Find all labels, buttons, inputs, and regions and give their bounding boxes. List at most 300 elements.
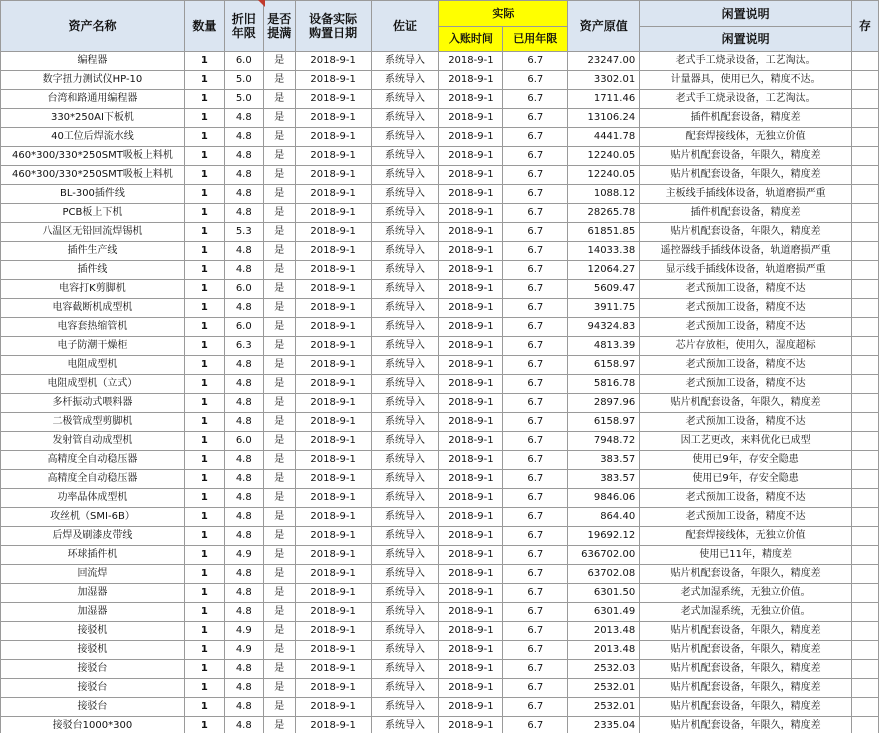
- cell-used-years[interactable]: 6.7: [503, 318, 568, 337]
- cell-extra[interactable]: [851, 546, 878, 565]
- cell-proof[interactable]: 系统导入: [371, 717, 439, 733]
- cell-proof[interactable]: 系统导入: [371, 109, 439, 128]
- cell-proof[interactable]: 系统导入: [371, 299, 439, 318]
- cell-depreciation-years[interactable]: 4.8: [224, 394, 263, 413]
- cell-proof[interactable]: 系统导入: [371, 565, 439, 584]
- cell-purchase-date[interactable]: 2018-9-1: [295, 318, 371, 337]
- cell-asset-name[interactable]: 接驳台: [1, 679, 185, 698]
- cell-proof[interactable]: 系统导入: [371, 280, 439, 299]
- cell-asset-name[interactable]: 发射管自动成型机: [1, 432, 185, 451]
- cell-original-value[interactable]: 14033.38: [568, 242, 640, 261]
- cell-purchase-date[interactable]: 2018-9-1: [295, 128, 371, 147]
- cell-original-value[interactable]: 12240.05: [568, 166, 640, 185]
- cell-proof[interactable]: 系统导入: [371, 223, 439, 242]
- cell-idle-note[interactable]: 老式手工烧录设备，工艺淘汰。: [640, 90, 852, 109]
- cell-original-value[interactable]: 23247.00: [568, 52, 640, 71]
- cell-depreciation-years[interactable]: 4.9: [224, 622, 263, 641]
- cell-entry-time[interactable]: 2018-9-1: [439, 489, 503, 508]
- cell-entry-time[interactable]: 2018-9-1: [439, 147, 503, 166]
- cell-asset-name[interactable]: 插件线: [1, 261, 185, 280]
- cell-entry-time[interactable]: 2018-9-1: [439, 261, 503, 280]
- cell-original-value[interactable]: 636702.00: [568, 546, 640, 565]
- cell-fully-depreciated[interactable]: 是: [263, 280, 295, 299]
- cell-original-value[interactable]: 2013.48: [568, 641, 640, 660]
- cell-used-years[interactable]: 6.7: [503, 489, 568, 508]
- cell-purchase-date[interactable]: 2018-9-1: [295, 660, 371, 679]
- cell-idle-note[interactable]: 贴片机配套设备，年限久，精度差: [640, 660, 852, 679]
- cell-idle-note[interactable]: 老式预加工设备，精度不达: [640, 318, 852, 337]
- cell-fully-depreciated[interactable]: 是: [263, 299, 295, 318]
- cell-proof[interactable]: 系统导入: [371, 546, 439, 565]
- cell-fully-depreciated[interactable]: 是: [263, 660, 295, 679]
- cell-quantity[interactable]: 1: [184, 546, 224, 565]
- cell-original-value[interactable]: 61851.85: [568, 223, 640, 242]
- cell-quantity[interactable]: 1: [184, 166, 224, 185]
- cell-fully-depreciated[interactable]: 是: [263, 356, 295, 375]
- cell-asset-name[interactable]: 加湿器: [1, 584, 185, 603]
- cell-extra[interactable]: [851, 223, 878, 242]
- cell-used-years[interactable]: 6.7: [503, 356, 568, 375]
- cell-original-value[interactable]: 2532.01: [568, 698, 640, 717]
- header-idle-note-top[interactable]: 闲置说明: [640, 1, 852, 27]
- cell-entry-time[interactable]: 2018-9-1: [439, 242, 503, 261]
- cell-asset-name[interactable]: 后焊及刷漆皮带线: [1, 527, 185, 546]
- cell-proof[interactable]: 系统导入: [371, 603, 439, 622]
- cell-used-years[interactable]: 6.7: [503, 546, 568, 565]
- cell-proof[interactable]: 系统导入: [371, 375, 439, 394]
- cell-quantity[interactable]: 1: [184, 318, 224, 337]
- cell-idle-note[interactable]: 老式预加工设备，精度不达: [640, 375, 852, 394]
- cell-depreciation-years[interactable]: 4.8: [224, 698, 263, 717]
- cell-asset-name[interactable]: 电子防潮干燥柜: [1, 337, 185, 356]
- cell-depreciation-years[interactable]: 6.0: [224, 52, 263, 71]
- cell-fully-depreciated[interactable]: 是: [263, 166, 295, 185]
- header-fully-depreciated[interactable]: [263, 1, 295, 52]
- cell-idle-note[interactable]: 配套焊接线体，无独立价值: [640, 527, 852, 546]
- cell-purchase-date[interactable]: 2018-9-1: [295, 280, 371, 299]
- cell-entry-time[interactable]: 2018-9-1: [439, 109, 503, 128]
- cell-fully-depreciated[interactable]: 是: [263, 451, 295, 470]
- cell-fully-depreciated[interactable]: 是: [263, 413, 295, 432]
- cell-entry-time[interactable]: 2018-9-1: [439, 166, 503, 185]
- cell-proof[interactable]: 系统导入: [371, 508, 439, 527]
- cell-used-years[interactable]: 6.7: [503, 147, 568, 166]
- cell-quantity[interactable]: 1: [184, 451, 224, 470]
- cell-extra[interactable]: [851, 603, 878, 622]
- cell-quantity[interactable]: 1: [184, 508, 224, 527]
- cell-depreciation-years[interactable]: 6.0: [224, 318, 263, 337]
- cell-proof[interactable]: 系统导入: [371, 318, 439, 337]
- cell-original-value[interactable]: 7948.72: [568, 432, 640, 451]
- cell-original-value[interactable]: 383.57: [568, 470, 640, 489]
- header-depreciation-years[interactable]: [224, 1, 263, 52]
- cell-original-value[interactable]: 5816.78: [568, 375, 640, 394]
- cell-fully-depreciated[interactable]: 是: [263, 698, 295, 717]
- cell-quantity[interactable]: 1: [184, 527, 224, 546]
- cell-quantity[interactable]: 1: [184, 432, 224, 451]
- cell-idle-note[interactable]: 贴片机配套设备，年限久，精度差: [640, 717, 852, 733]
- cell-purchase-date[interactable]: 2018-9-1: [295, 261, 371, 280]
- cell-depreciation-years[interactable]: 4.8: [224, 109, 263, 128]
- cell-purchase-date[interactable]: 2018-9-1: [295, 71, 371, 90]
- cell-entry-time[interactable]: 2018-9-1: [439, 394, 503, 413]
- cell-entry-time[interactable]: 2018-9-1: [439, 451, 503, 470]
- cell-used-years[interactable]: 6.7: [503, 128, 568, 147]
- cell-fully-depreciated[interactable]: 是: [263, 584, 295, 603]
- cell-idle-note[interactable]: 老式加湿系统，无独立价值。: [640, 584, 852, 603]
- cell-asset-name[interactable]: 接驳台: [1, 698, 185, 717]
- cell-asset-name[interactable]: 电阻成型机（立式）: [1, 375, 185, 394]
- cell-asset-name[interactable]: 接驳台1000*300: [1, 717, 185, 733]
- cell-asset-name[interactable]: 460*300/330*250SMT吸板上料机: [1, 166, 185, 185]
- cell-asset-name[interactable]: 电容套热缩管机: [1, 318, 185, 337]
- cell-quantity[interactable]: 1: [184, 109, 224, 128]
- cell-idle-note[interactable]: 贴片机配套设备，年限久，精度差: [640, 166, 852, 185]
- cell-fully-depreciated[interactable]: 是: [263, 337, 295, 356]
- cell-asset-name[interactable]: 插件生产线: [1, 242, 185, 261]
- cell-purchase-date[interactable]: 2018-9-1: [295, 375, 371, 394]
- cell-purchase-date[interactable]: 2018-9-1: [295, 698, 371, 717]
- cell-used-years[interactable]: 6.7: [503, 90, 568, 109]
- cell-proof[interactable]: 系统导入: [371, 698, 439, 717]
- cell-used-years[interactable]: 6.7: [503, 52, 568, 71]
- cell-original-value[interactable]: 864.40: [568, 508, 640, 527]
- cell-extra[interactable]: [851, 204, 878, 223]
- cell-used-years[interactable]: 6.7: [503, 242, 568, 261]
- cell-used-years[interactable]: 6.7: [503, 204, 568, 223]
- cell-purchase-date[interactable]: 2018-9-1: [295, 603, 371, 622]
- cell-depreciation-years[interactable]: 6.0: [224, 432, 263, 451]
- cell-extra[interactable]: [851, 470, 878, 489]
- cell-extra[interactable]: [851, 90, 878, 109]
- cell-quantity[interactable]: 1: [184, 128, 224, 147]
- cell-depreciation-years[interactable]: 4.9: [224, 641, 263, 660]
- cell-quantity[interactable]: 1: [184, 717, 224, 733]
- cell-fully-depreciated[interactable]: 是: [263, 375, 295, 394]
- cell-used-years[interactable]: 6.7: [503, 698, 568, 717]
- cell-original-value[interactable]: 1088.12: [568, 185, 640, 204]
- cell-idle-note[interactable]: 配套焊接线体，无独立价值: [640, 128, 852, 147]
- cell-extra[interactable]: [851, 318, 878, 337]
- cell-original-value[interactable]: 28265.78: [568, 204, 640, 223]
- cell-purchase-date[interactable]: 2018-9-1: [295, 204, 371, 223]
- cell-fully-depreciated[interactable]: 是: [263, 508, 295, 527]
- cell-proof[interactable]: 系统导入: [371, 641, 439, 660]
- cell-entry-time[interactable]: 2018-9-1: [439, 527, 503, 546]
- cell-proof[interactable]: 系统导入: [371, 660, 439, 679]
- header-purchase-date[interactable]: [295, 1, 371, 52]
- header-proof[interactable]: 佐证: [371, 1, 439, 52]
- cell-entry-time[interactable]: 2018-9-1: [439, 223, 503, 242]
- cell-idle-note[interactable]: 贴片机配套设备，年限久，精度差: [640, 679, 852, 698]
- cell-quantity[interactable]: 1: [184, 394, 224, 413]
- cell-original-value[interactable]: 2532.01: [568, 679, 640, 698]
- cell-depreciation-years[interactable]: 4.8: [224, 375, 263, 394]
- cell-purchase-date[interactable]: 2018-9-1: [295, 223, 371, 242]
- cell-quantity[interactable]: 1: [184, 679, 224, 698]
- cell-used-years[interactable]: 6.7: [503, 717, 568, 733]
- cell-original-value[interactable]: 383.57: [568, 451, 640, 470]
- cell-original-value[interactable]: 3911.75: [568, 299, 640, 318]
- cell-idle-note[interactable]: 使用已9年，存安全隐患: [640, 451, 852, 470]
- cell-proof[interactable]: 系统导入: [371, 394, 439, 413]
- cell-quantity[interactable]: 1: [184, 413, 224, 432]
- header-extra[interactable]: 存: [851, 1, 878, 52]
- cell-asset-name[interactable]: 二极管成型剪脚机: [1, 413, 185, 432]
- cell-entry-time[interactable]: 2018-9-1: [439, 52, 503, 71]
- cell-original-value[interactable]: 4813.39: [568, 337, 640, 356]
- cell-used-years[interactable]: 6.7: [503, 375, 568, 394]
- cell-used-years[interactable]: 6.7: [503, 679, 568, 698]
- cell-proof[interactable]: 系统导入: [371, 71, 439, 90]
- cell-original-value[interactable]: 6301.50: [568, 584, 640, 603]
- cell-extra[interactable]: [851, 299, 878, 318]
- cell-quantity[interactable]: 1: [184, 337, 224, 356]
- cell-quantity[interactable]: 1: [184, 90, 224, 109]
- cell-purchase-date[interactable]: 2018-9-1: [295, 432, 371, 451]
- cell-fully-depreciated[interactable]: 是: [263, 679, 295, 698]
- cell-purchase-date[interactable]: 2018-9-1: [295, 565, 371, 584]
- cell-fully-depreciated[interactable]: 是: [263, 565, 295, 584]
- cell-extra[interactable]: [851, 413, 878, 432]
- cell-asset-name[interactable]: 攻丝机（SMI-6B）: [1, 508, 185, 527]
- cell-proof[interactable]: 系统导入: [371, 356, 439, 375]
- header-used-years[interactable]: 已用年限: [503, 27, 568, 52]
- cell-proof[interactable]: 系统导入: [371, 90, 439, 109]
- cell-entry-time[interactable]: 2018-9-1: [439, 622, 503, 641]
- cell-idle-note[interactable]: 老式预加工设备，精度不达: [640, 280, 852, 299]
- cell-extra[interactable]: [851, 527, 878, 546]
- cell-extra[interactable]: [851, 71, 878, 90]
- cell-idle-note[interactable]: 贴片机配套设备，年限久，精度差: [640, 641, 852, 660]
- cell-asset-name[interactable]: 接驳机: [1, 641, 185, 660]
- cell-original-value[interactable]: 12064.27: [568, 261, 640, 280]
- cell-extra[interactable]: [851, 337, 878, 356]
- cell-idle-note[interactable]: 插件机配套设备，精度差: [640, 204, 852, 223]
- cell-entry-time[interactable]: 2018-9-1: [439, 717, 503, 733]
- cell-used-years[interactable]: 6.7: [503, 109, 568, 128]
- cell-proof[interactable]: 系统导入: [371, 185, 439, 204]
- cell-original-value[interactable]: 2897.96: [568, 394, 640, 413]
- cell-asset-name[interactable]: BL-300插件线: [1, 185, 185, 204]
- cell-purchase-date[interactable]: 2018-9-1: [295, 337, 371, 356]
- cell-purchase-date[interactable]: 2018-9-1: [295, 109, 371, 128]
- cell-original-value[interactable]: 2013.48: [568, 622, 640, 641]
- cell-fully-depreciated[interactable]: 是: [263, 622, 295, 641]
- cell-original-value[interactable]: 2532.03: [568, 660, 640, 679]
- cell-proof[interactable]: 系统导入: [371, 584, 439, 603]
- cell-extra[interactable]: [851, 185, 878, 204]
- cell-proof[interactable]: 系统导入: [371, 242, 439, 261]
- cell-proof[interactable]: 系统导入: [371, 52, 439, 71]
- cell-extra[interactable]: [851, 147, 878, 166]
- cell-idle-note[interactable]: 贴片机配套设备，年限久，精度差: [640, 147, 852, 166]
- cell-quantity[interactable]: 1: [184, 147, 224, 166]
- cell-used-years[interactable]: 6.7: [503, 166, 568, 185]
- cell-extra[interactable]: [851, 128, 878, 147]
- cell-original-value[interactable]: 2335.04: [568, 717, 640, 733]
- cell-idle-note[interactable]: 芯片存放柜，使用久，湿度超标: [640, 337, 852, 356]
- cell-asset-name[interactable]: PCB板上下机: [1, 204, 185, 223]
- cell-asset-name[interactable]: 八温区无铅回流焊锡机: [1, 223, 185, 242]
- cell-original-value[interactable]: 13106.24: [568, 109, 640, 128]
- cell-used-years[interactable]: 6.7: [503, 451, 568, 470]
- cell-purchase-date[interactable]: 2018-9-1: [295, 717, 371, 733]
- cell-original-value[interactable]: 3302.01: [568, 71, 640, 90]
- header-idle-note[interactable]: 闲置说明: [640, 27, 852, 52]
- cell-fully-depreciated[interactable]: 是: [263, 394, 295, 413]
- cell-extra[interactable]: [851, 356, 878, 375]
- header-quantity[interactable]: 数量: [184, 1, 224, 52]
- cell-purchase-date[interactable]: 2018-9-1: [295, 90, 371, 109]
- cell-quantity[interactable]: 1: [184, 641, 224, 660]
- cell-purchase-date[interactable]: 2018-9-1: [295, 470, 371, 489]
- cell-asset-name[interactable]: 接驳台: [1, 660, 185, 679]
- cell-purchase-date[interactable]: 2018-9-1: [295, 508, 371, 527]
- cell-quantity[interactable]: 1: [184, 375, 224, 394]
- cell-entry-time[interactable]: 2018-9-1: [439, 375, 503, 394]
- cell-depreciation-years[interactable]: 5.0: [224, 90, 263, 109]
- cell-fully-depreciated[interactable]: 是: [263, 52, 295, 71]
- cell-used-years[interactable]: 6.7: [503, 470, 568, 489]
- cell-original-value[interactable]: 6158.97: [568, 356, 640, 375]
- cell-used-years[interactable]: 6.7: [503, 508, 568, 527]
- cell-asset-name[interactable]: 高精度全自动稳压器: [1, 451, 185, 470]
- cell-used-years[interactable]: 6.7: [503, 299, 568, 318]
- cell-idle-note[interactable]: 使用已11年，精度差: [640, 546, 852, 565]
- cell-fully-depreciated[interactable]: 是: [263, 261, 295, 280]
- cell-used-years[interactable]: 6.7: [503, 622, 568, 641]
- cell-proof[interactable]: 系统导入: [371, 527, 439, 546]
- cell-fully-depreciated[interactable]: 是: [263, 489, 295, 508]
- cell-original-value[interactable]: 1711.46: [568, 90, 640, 109]
- cell-fully-depreciated[interactable]: 是: [263, 185, 295, 204]
- cell-depreciation-years[interactable]: 4.8: [224, 413, 263, 432]
- cell-quantity[interactable]: 1: [184, 622, 224, 641]
- cell-proof[interactable]: 系统导入: [371, 413, 439, 432]
- cell-extra[interactable]: [851, 394, 878, 413]
- cell-depreciation-years[interactable]: 4.8: [224, 204, 263, 223]
- cell-quantity[interactable]: 1: [184, 242, 224, 261]
- cell-depreciation-years[interactable]: 5.0: [224, 71, 263, 90]
- cell-proof[interactable]: 系统导入: [371, 204, 439, 223]
- cell-idle-note[interactable]: 贴片机配套设备，年限久，精度差: [640, 698, 852, 717]
- cell-quantity[interactable]: 1: [184, 565, 224, 584]
- cell-idle-note[interactable]: 使用已9年，存安全隐患: [640, 470, 852, 489]
- cell-proof[interactable]: 系统导入: [371, 261, 439, 280]
- cell-idle-note[interactable]: 老式加湿系统，无独立价值。: [640, 603, 852, 622]
- cell-used-years[interactable]: 6.7: [503, 527, 568, 546]
- cell-entry-time[interactable]: 2018-9-1: [439, 128, 503, 147]
- cell-idle-note[interactable]: 老式预加工设备，精度不达: [640, 299, 852, 318]
- cell-extra[interactable]: [851, 584, 878, 603]
- cell-depreciation-years[interactable]: 4.9: [224, 546, 263, 565]
- cell-fully-depreciated[interactable]: 是: [263, 641, 295, 660]
- cell-quantity[interactable]: 1: [184, 185, 224, 204]
- cell-purchase-date[interactable]: 2018-9-1: [295, 584, 371, 603]
- cell-depreciation-years[interactable]: 6.3: [224, 337, 263, 356]
- cell-purchase-date[interactable]: 2018-9-1: [295, 527, 371, 546]
- cell-extra[interactable]: [851, 641, 878, 660]
- cell-idle-note[interactable]: 主板线手插线体设备，轨道磨损严重: [640, 185, 852, 204]
- cell-used-years[interactable]: 6.7: [503, 394, 568, 413]
- cell-asset-name[interactable]: 330*250AI下板机: [1, 109, 185, 128]
- cell-proof[interactable]: 系统导入: [371, 679, 439, 698]
- cell-fully-depreciated[interactable]: 是: [263, 71, 295, 90]
- cell-used-years[interactable]: 6.7: [503, 280, 568, 299]
- cell-idle-note[interactable]: 插件机配套设备，精度差: [640, 109, 852, 128]
- header-asset-name[interactable]: 资产名称: [1, 1, 185, 52]
- cell-idle-note[interactable]: 老式预加工设备，精度不达: [640, 356, 852, 375]
- cell-idle-note[interactable]: 贴片机配套设备，年限久，精度差: [640, 223, 852, 242]
- cell-proof[interactable]: 系统导入: [371, 147, 439, 166]
- cell-quantity[interactable]: 1: [184, 698, 224, 717]
- cell-entry-time[interactable]: 2018-9-1: [439, 641, 503, 660]
- cell-quantity[interactable]: 1: [184, 489, 224, 508]
- cell-depreciation-years[interactable]: 4.8: [224, 679, 263, 698]
- cell-used-years[interactable]: 6.7: [503, 641, 568, 660]
- cell-used-years[interactable]: 6.7: [503, 337, 568, 356]
- cell-asset-name[interactable]: 460*300/330*250SMT吸板上料机: [1, 147, 185, 166]
- cell-depreciation-years[interactable]: 4.8: [224, 717, 263, 733]
- cell-fully-depreciated[interactable]: 是: [263, 204, 295, 223]
- cell-depreciation-years[interactable]: 4.8: [224, 527, 263, 546]
- cell-idle-note[interactable]: 计量器具，使用已久，精度不达。: [640, 71, 852, 90]
- cell-idle-note[interactable]: 老式手工烧录设备，工艺淘汰。: [640, 52, 852, 71]
- cell-proof[interactable]: 系统导入: [371, 470, 439, 489]
- cell-purchase-date[interactable]: 2018-9-1: [295, 413, 371, 432]
- cell-extra[interactable]: [851, 432, 878, 451]
- cell-proof[interactable]: 系统导入: [371, 432, 439, 451]
- cell-extra[interactable]: [851, 375, 878, 394]
- cell-asset-name[interactable]: 加湿器: [1, 603, 185, 622]
- cell-idle-note[interactable]: 老式预加工设备，精度不达: [640, 508, 852, 527]
- cell-used-years[interactable]: 6.7: [503, 603, 568, 622]
- cell-purchase-date[interactable]: 2018-9-1: [295, 489, 371, 508]
- cell-fully-depreciated[interactable]: 是: [263, 90, 295, 109]
- header-original-value[interactable]: 资产原值: [568, 1, 640, 52]
- cell-entry-time[interactable]: 2018-9-1: [439, 698, 503, 717]
- cell-depreciation-years[interactable]: 4.8: [224, 603, 263, 622]
- cell-entry-time[interactable]: 2018-9-1: [439, 603, 503, 622]
- cell-entry-time[interactable]: 2018-9-1: [439, 660, 503, 679]
- cell-used-years[interactable]: 6.7: [503, 565, 568, 584]
- header-actual[interactable]: 实际: [439, 1, 568, 27]
- cell-proof[interactable]: 系统导入: [371, 166, 439, 185]
- cell-used-years[interactable]: 6.7: [503, 432, 568, 451]
- cell-idle-note[interactable]: 显示线手插线体设备，轨道磨损严重: [640, 261, 852, 280]
- cell-entry-time[interactable]: 2018-9-1: [439, 546, 503, 565]
- cell-entry-time[interactable]: 2018-9-1: [439, 508, 503, 527]
- cell-depreciation-years[interactable]: 4.8: [224, 166, 263, 185]
- cell-quantity[interactable]: 1: [184, 280, 224, 299]
- cell-fully-depreciated[interactable]: 是: [263, 223, 295, 242]
- cell-purchase-date[interactable]: 2018-9-1: [295, 679, 371, 698]
- cell-quantity[interactable]: 1: [184, 584, 224, 603]
- cell-depreciation-years[interactable]: 4.8: [224, 261, 263, 280]
- cell-purchase-date[interactable]: 2018-9-1: [295, 52, 371, 71]
- cell-extra[interactable]: [851, 242, 878, 261]
- cell-original-value[interactable]: 9846.06: [568, 489, 640, 508]
- cell-quantity[interactable]: 1: [184, 299, 224, 318]
- cell-used-years[interactable]: 6.7: [503, 71, 568, 90]
- cell-entry-time[interactable]: 2018-9-1: [439, 565, 503, 584]
- cell-quantity[interactable]: 1: [184, 261, 224, 280]
- cell-quantity[interactable]: 1: [184, 470, 224, 489]
- cell-depreciation-years[interactable]: 6.0: [224, 280, 263, 299]
- cell-extra[interactable]: [851, 166, 878, 185]
- cell-original-value[interactable]: 63702.08: [568, 565, 640, 584]
